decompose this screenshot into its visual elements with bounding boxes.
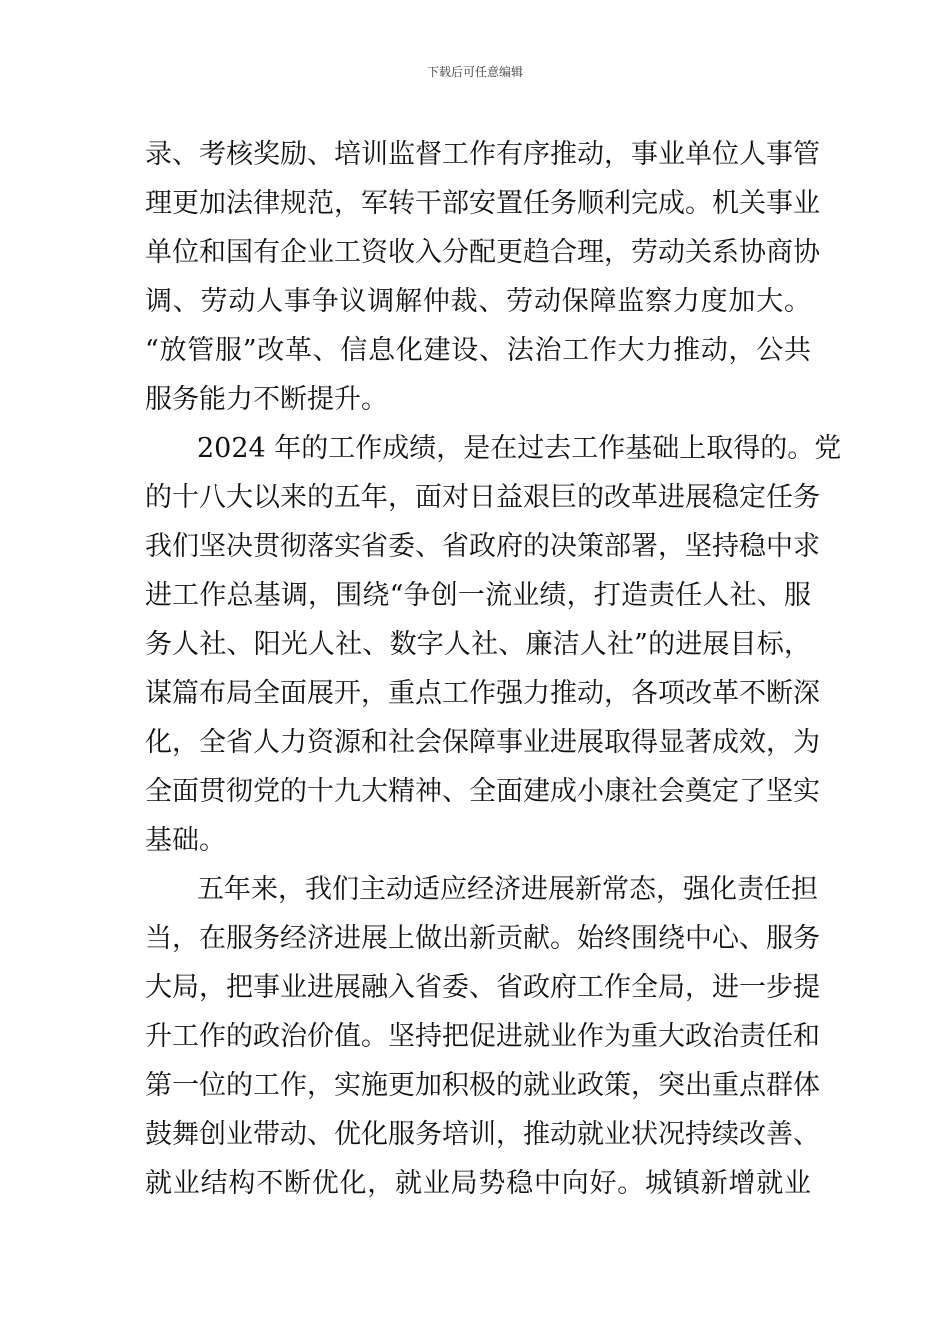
text-line: 进工作总基调，围绕“争创一流业绩，打造责任人社、服 — [145, 580, 811, 611]
text-line: 鼓舞创业带动、优化服务培训，推动就业状况持续改善、 — [145, 1119, 820, 1150]
text-line: 单位和国有企业工资收入分配更趋合理，劳动关系协商协 — [145, 237, 820, 268]
text-line: 五年来，我们主动适应经济进展新常态，强化责任担 — [197, 874, 818, 905]
text-line: 调、劳动人事争议调解仲裁、劳动保障监察力度加大。 — [145, 286, 811, 317]
text-line: 服务能力不断提升。 — [145, 384, 388, 415]
text-line: 升工作的政治价值。坚持把促进就业作为重大政治责任和 — [145, 1021, 820, 1052]
text-line: 录、考核奖励、培训监督工作有序推动，事业单位人事管 — [145, 139, 820, 170]
text-line: 2024 年的工作成绩，是在过去工作基础上取得的。党 — [197, 433, 842, 464]
text-line: 我们坚决贯彻落实省委、省政府的决策部署，坚持稳中求 — [145, 531, 820, 562]
text-line: 理更加法律规范，军转干部安置任务顺利完成。机关事业 — [145, 188, 820, 219]
document-body — [145, 130, 842, 1208]
text-line: 谋篇布局全面展开，重点工作强力推动，各项改革不断深 — [145, 678, 820, 709]
text-line: “放管服”改革、信息化建设、法治工作大力推动，公共 — [145, 335, 811, 366]
text-line: 化，全省人力资源和社会保障事业进展取得显著成效，为 — [145, 727, 820, 758]
text-line: 第一位的工作，实施更加积极的就业政策，突出重点群体 — [145, 1070, 820, 1101]
text-line: 基础。 — [145, 825, 226, 856]
page-header: 下载后可任意编辑 — [426, 65, 523, 79]
text-line: 大局，把事业进展融入省委、省政府工作全局，进一步提 — [145, 972, 820, 1003]
text-line: 务人社、阳光人社、数字人社、廉洁人社”的进展目标， — [145, 629, 811, 660]
text-line: 全面贯彻党的十九大精神、全面建成小康社会奠定了坚实 — [145, 776, 820, 807]
text-line: 的十八大以来的五年，面对日益艰巨的改革进展稳定任务 — [145, 482, 820, 513]
text-line: 就业结构不断优化，就业局势稳中向好。城镇新增就业 — [145, 1168, 811, 1199]
text-line: 当，在服务经济进展上做出新贡献。始终围绕中心、服务 — [145, 923, 820, 954]
